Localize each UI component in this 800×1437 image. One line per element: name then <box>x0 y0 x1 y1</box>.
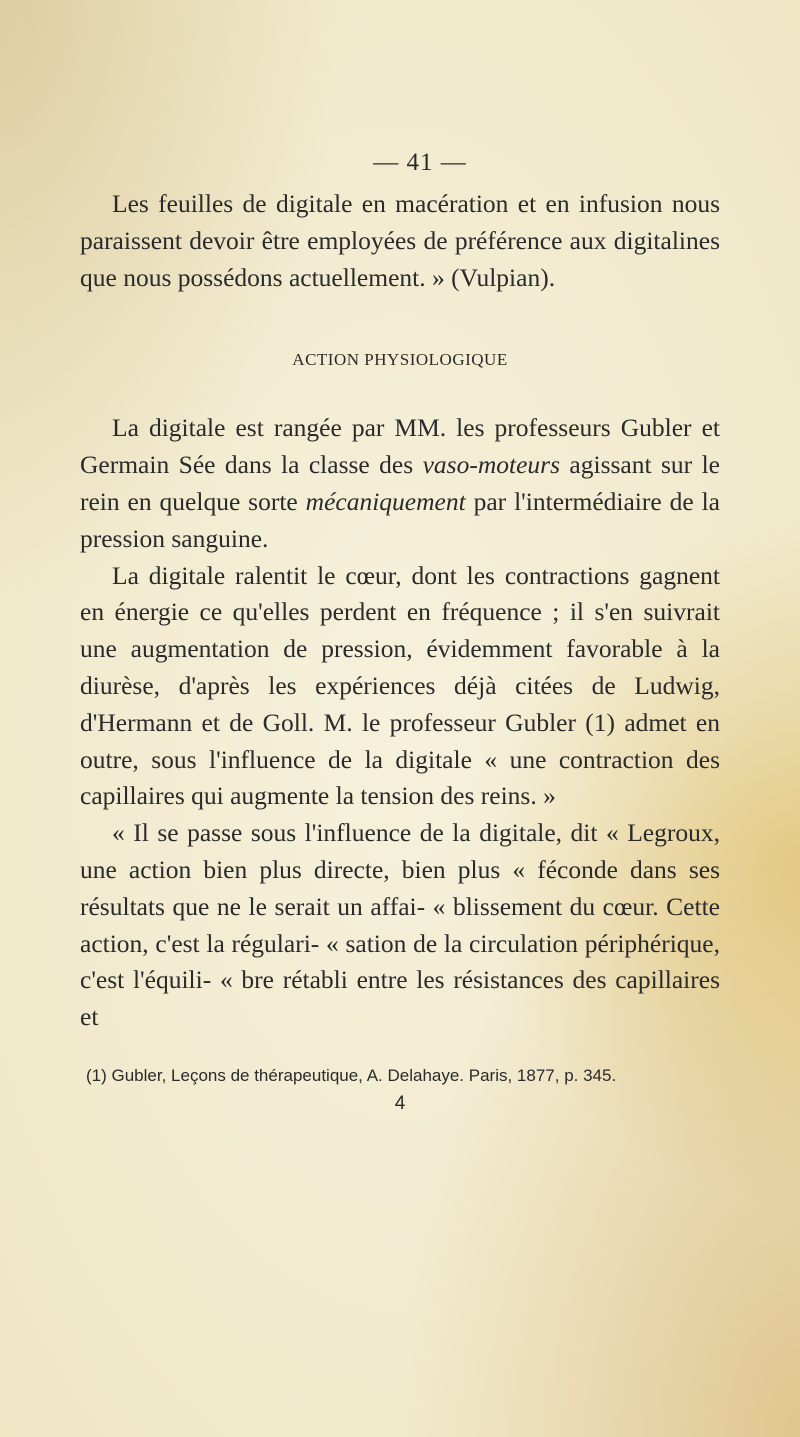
italic-term-mecaniquement: mécaniquement <box>305 486 466 516</box>
paragraph-vulpian-quote: Les feuilles de digitale en macération et en infusion nous paraissent devoir être employées de préférence aux digitalines que nous possédons actuellement. » (Vulpian). <box>80 189 720 292</box>
italic-term-vaso-moteurs: vaso-moteurs <box>422 450 560 480</box>
text-run: La digitale est rangée par MM. les professeurs Gubler et Germain Sée dans la classe des <box>80 413 720 480</box>
signature-mark: 4 <box>394 1092 406 1114</box>
page-number: — 41 — <box>373 149 467 176</box>
footnote: (1) Gubler, Leçons de thérapeutique, A. Delahaye. Paris, 1877, p. 345. <box>86 1065 617 1085</box>
text-run: agissant sur le rein en quelque sorte <box>80 450 720 516</box>
paragraph-heart-action: La digitale ralentit le cœur, dont les contractions gagnent en énergie ce qu'elles perdent en fréquence ; il s'en suivrait une augmentation de pression, évidemment favorable à la diurèse, d'après les expériences déjà citées de Ludwig, d'Hermann et de Goll. M. le professeur Gubler (1) admet en outre, sous l'influence de la digitale « une contraction des capillaires qui augmente la tension des reins. » <box>80 560 720 811</box>
paragraph-classification <box>80 410 720 557</box>
section-title: ACTION PHYSIOLOGIQUE <box>292 350 508 370</box>
paragraph-legroux-quote: « Il se passe sous l'influence de la digitale, dit « Legroux, une action bien plus directe, bien plus « féconde dans ses résultats que ne le serait un affai- « blissement du cœur. Cette action, c'est la régulari- « sation de la circulation périphérique, c'est l'équili- « bre rétabli entre les résistances des capillaires et <box>80 818 720 1032</box>
text-run: par l'intermédiaire de la pression sanguine. <box>80 486 720 553</box>
document-page <box>80 148 720 1116</box>
